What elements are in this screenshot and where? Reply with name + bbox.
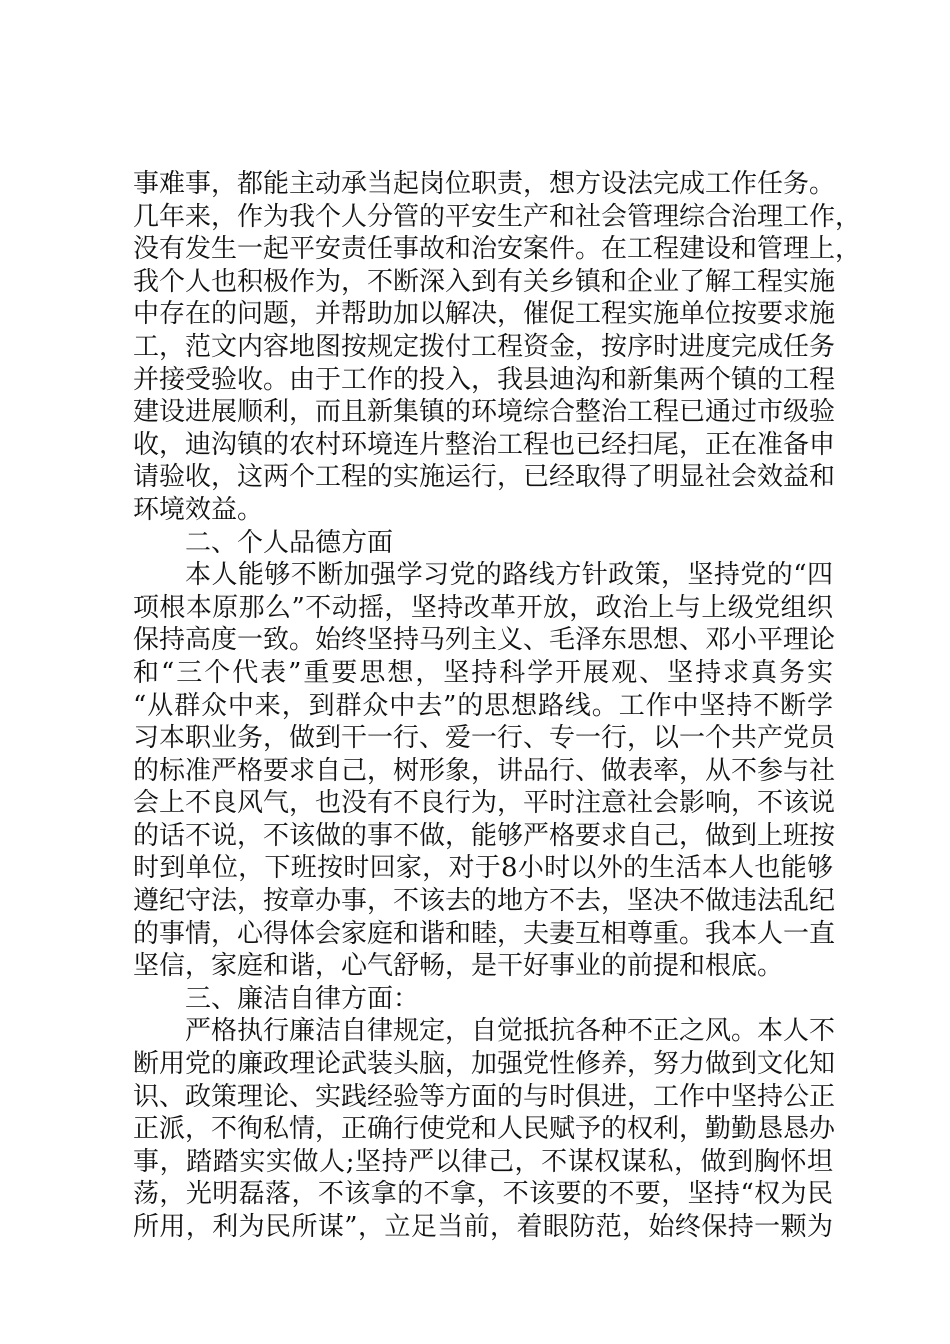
text-line: 会上不良风气，也没有不良行为，平时注意社会影响，不该说 [133,788,836,819]
text-line: 本人能够不断加强学习党的路线方针政策，坚持党的“四 [185,560,833,591]
text-line: 工，范文内容地图按规定拨付工程资金，按序时进度完成任务 [133,331,836,362]
text-line: 所用，利为民所谋”，立足当前，着眼防范，始终保持一颗为 [133,1212,833,1242]
text-line: 收，迪沟镇的农村环境连片整治工程也已经扫尾，正在准备申 [133,429,836,460]
text-line: 事难事，都能主动承当起岗位职责，想方设法完成工作任务。 [133,169,836,199]
text-line: 时到单位，下班按时回家，对于8小时以外的生活本人也能够 [133,853,833,884]
text-line: 严格执行廉洁自律规定，自觉抵抗各种不正之风。本人不 [185,1016,836,1047]
document-body [133,168,862,1244]
text-line: 和“三个代表”重要思想，坚持科学开展观、坚持求真务实 [133,657,833,688]
text-line: 的事情，心得体会家庭和谐和睦，夫妻互相尊重。我本人一直 [133,918,836,949]
text-line: 环境效益。 [133,494,264,525]
text-line: 荡，光明磊落，不该拿的不拿，不该要的不要，坚持“权为民 [133,1179,833,1210]
text-line: 几年来，作为我个人分管的平安生产和社会管理综合治理工作， [133,201,862,232]
paragraph-1 [133,168,862,527]
text-line: 坚信，家庭和谐，心气舒畅，是干好事业的前提和根底。 [133,951,784,982]
text-line: 断用党的廉政理论武装头脑，加强党性修养，努力做到文化知 [133,1049,836,1080]
text-line: 中存在的问题，并帮助加以解决，催促工程实施单位按要求施 [133,299,836,330]
section-heading-integrity: 三、廉洁自律方面： [185,983,420,1014]
text-line: 项根本原那么”不动摇，坚持改革开放，政治上与上级党组织 [133,592,833,623]
text-line: 的标准严格要求自己，树形象，讲品行、做表率，从不参与社 [133,755,836,786]
paragraph-2 [133,559,836,983]
text-line: 识、政策理论、实践经验等方面的与时俱进，工作中坚持公正 [133,1081,836,1112]
text-line: 我个人也积极作为，不断深入到有关乡镇和企业了解工程实施 [133,266,836,297]
paragraph-3 [133,1015,836,1243]
text-line: 建设进展顺利，而且新集镇的环境综合整治工程已通过市级验 [133,397,836,428]
text-line: 没有发生一起平安责任事故和治安案件。在工程建设和管理上， [133,234,862,265]
text-line: 保持高度一致。始终坚持马列主义、毛泽东思想、邓小平理论 [133,625,836,656]
text-line: 正派，不徇私情，正确行使党和人民赋予的权利，勤勤恳恳办 [133,1114,836,1145]
text-line: 遵纪守法，按章办事，不该去的地方不去，坚决不做违法乱纪 [133,886,836,917]
text-line: “从群众中来，到群众中去”的思想路线。工作中坚持不断学 [133,690,833,721]
text-line: 请验收，这两个工程的实施运行，已经取得了明显社会效益和 [133,462,836,493]
text-line: 的话不说，不该做的事不做，能够严格要求自己，做到上班按 [133,820,836,851]
text-line: 并接受验收。由于工作的投入，我县迪沟和新集两个镇的工程 [133,364,836,395]
text-line: 习本职业务，做到干一行、爱一行、专一行，以一个共产党员 [133,723,836,754]
section-heading-personal-morality: 二、个人品德方面 [185,527,394,558]
text-line: 事，踏踏实实做人;坚持严以律己，不谋权谋私，做到胸怀坦 [133,1146,833,1177]
